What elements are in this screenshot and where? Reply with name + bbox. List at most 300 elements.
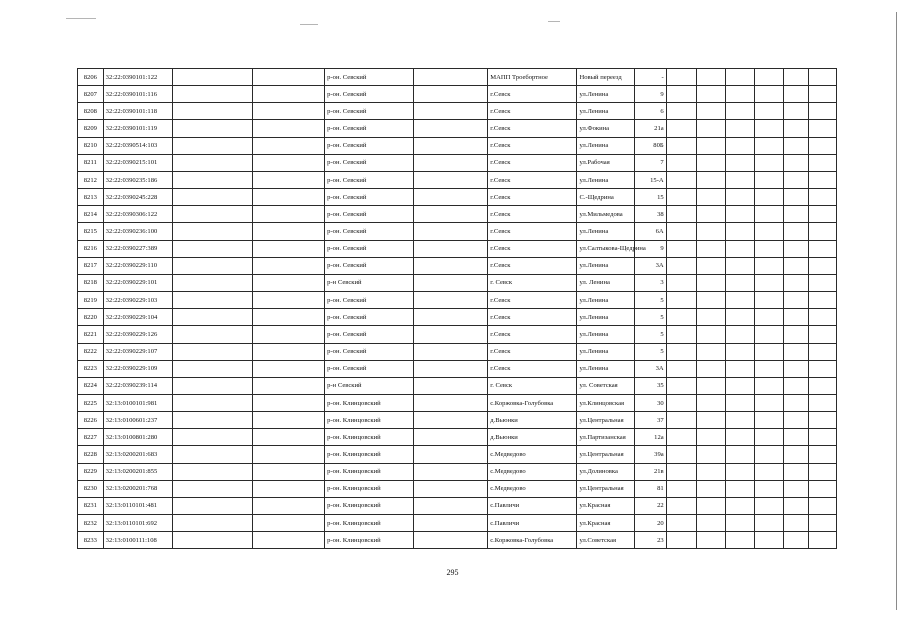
house-number-cell: - <box>634 69 666 86</box>
cadastral-number-cell: 32:13:0100111:108 <box>103 532 173 549</box>
blank-cell <box>414 206 488 223</box>
cadastral-number-cell: 32:13:0100101:981 <box>103 394 173 411</box>
district-cell: р-он. Севский <box>325 154 414 171</box>
blank-cell <box>754 189 783 206</box>
row-number-cell: 8232 <box>78 515 104 532</box>
blank-cell <box>726 274 755 291</box>
house-number-cell: 37 <box>634 412 666 429</box>
blank-cell <box>754 240 783 257</box>
blank-cell <box>726 292 755 309</box>
blank-cell <box>253 515 325 532</box>
table-row <box>78 69 837 86</box>
blank-cell <box>697 189 726 206</box>
street-cell: Новый переезд <box>577 69 634 86</box>
house-number-cell: 6 <box>634 103 666 120</box>
blank-cell <box>666 497 697 514</box>
district-cell: р-он. Клинцовский <box>325 394 414 411</box>
blank-cell <box>726 240 755 257</box>
blank-cell <box>414 103 488 120</box>
row-number-cell: 8218 <box>78 274 104 291</box>
blank-cell <box>253 429 325 446</box>
blank-cell <box>173 86 253 103</box>
street-cell: ул.Центральная <box>577 412 634 429</box>
row-number-cell: 8211 <box>78 154 104 171</box>
blank-cell <box>414 394 488 411</box>
blank-cell <box>173 480 253 497</box>
blank-cell <box>809 360 837 377</box>
blank-cell <box>809 326 837 343</box>
row-number-cell: 8206 <box>78 69 104 86</box>
house-number-cell: 20 <box>634 515 666 532</box>
blank-cell <box>783 69 809 86</box>
blank-cell <box>697 377 726 394</box>
blank-cell <box>697 120 726 137</box>
blank-cell <box>726 497 755 514</box>
blank-cell <box>414 86 488 103</box>
blank-cell <box>253 480 325 497</box>
blank-cell <box>697 394 726 411</box>
blank-cell <box>783 206 809 223</box>
blank-cell <box>809 274 837 291</box>
blank-cell <box>783 86 809 103</box>
district-cell: р-он. Клинцовский <box>325 463 414 480</box>
street-cell: ул.Ленина <box>577 86 634 103</box>
table-row <box>78 515 837 532</box>
blank-cell <box>414 171 488 188</box>
blank-cell <box>754 412 783 429</box>
street-cell: ул.Центральная <box>577 446 634 463</box>
cadastral-number-cell: 32:22:0390101:116 <box>103 86 173 103</box>
blank-cell <box>666 377 697 394</box>
table-row <box>78 257 837 274</box>
street-cell: ул.Фокина <box>577 120 634 137</box>
blank-cell <box>809 446 837 463</box>
street-cell: ул.Ленина <box>577 137 634 154</box>
blank-cell <box>754 532 783 549</box>
house-number-cell: 23 <box>634 532 666 549</box>
locality-cell: г.Севск <box>488 240 577 257</box>
blank-cell <box>253 154 325 171</box>
table-row <box>78 343 837 360</box>
district-cell: р-он. Севский <box>325 223 414 240</box>
blank-cell <box>754 394 783 411</box>
blank-cell <box>697 515 726 532</box>
blank-cell <box>173 377 253 394</box>
blank-cell <box>173 223 253 240</box>
blank-cell <box>253 274 325 291</box>
blank-cell <box>783 412 809 429</box>
table-row <box>78 171 837 188</box>
blank-cell <box>414 292 488 309</box>
blank-cell <box>697 274 726 291</box>
blank-cell <box>173 274 253 291</box>
district-cell: р-он. Севский <box>325 309 414 326</box>
blank-cell <box>666 69 697 86</box>
blank-cell <box>666 394 697 411</box>
locality-cell: г.Севск <box>488 309 577 326</box>
row-number-cell: 8230 <box>78 480 104 497</box>
blank-cell <box>783 274 809 291</box>
cadastral-number-cell: 32:22:0390229:109 <box>103 360 173 377</box>
district-cell: р-он. Клинцовский <box>325 497 414 514</box>
blank-cell <box>414 274 488 291</box>
row-number-cell: 8217 <box>78 257 104 274</box>
blank-cell <box>783 171 809 188</box>
blank-cell <box>414 69 488 86</box>
blank-cell <box>414 463 488 480</box>
district-cell: р-он. Севский <box>325 69 414 86</box>
blank-cell <box>414 309 488 326</box>
cadastral-number-cell: 32:22:0390229:103 <box>103 292 173 309</box>
page-edge-line <box>896 12 897 610</box>
blank-cell <box>666 240 697 257</box>
street-cell: ул.Ленина <box>577 171 634 188</box>
blank-cell <box>414 412 488 429</box>
blank-cell <box>253 171 325 188</box>
row-number-cell: 8209 <box>78 120 104 137</box>
blank-cell <box>754 463 783 480</box>
locality-cell: г.Севск <box>488 189 577 206</box>
district-cell: р-он. Клинцовский <box>325 480 414 497</box>
street-cell: ул.Рабочая <box>577 154 634 171</box>
blank-cell <box>809 412 837 429</box>
blank-cell <box>173 189 253 206</box>
district-cell: р-он. Севский <box>325 103 414 120</box>
locality-cell: с.Павличи <box>488 497 577 514</box>
district-cell: р-он. Севский <box>325 189 414 206</box>
blank-cell <box>697 292 726 309</box>
blank-cell <box>666 532 697 549</box>
house-number-cell: 38 <box>634 206 666 223</box>
table-row <box>78 103 837 120</box>
blank-cell <box>809 120 837 137</box>
row-number-cell: 8210 <box>78 137 104 154</box>
row-number-cell: 8225 <box>78 394 104 411</box>
blank-cell <box>173 103 253 120</box>
house-number-cell: 30 <box>634 394 666 411</box>
blank-cell <box>253 394 325 411</box>
blank-cell <box>809 86 837 103</box>
blank-cell <box>809 189 837 206</box>
cadastral-number-cell: 32:22:0390306:122 <box>103 206 173 223</box>
row-number-cell: 8220 <box>78 309 104 326</box>
house-number-cell: 21в <box>634 463 666 480</box>
blank-cell <box>754 480 783 497</box>
house-number-cell: 12а <box>634 429 666 446</box>
row-number-cell: 8227 <box>78 429 104 446</box>
scan-artifact-mark <box>548 21 560 22</box>
street-cell: ул.Мильмедова <box>577 206 634 223</box>
blank-cell <box>173 206 253 223</box>
district-cell: р-он. Севский <box>325 257 414 274</box>
table-row <box>78 446 837 463</box>
blank-cell <box>697 86 726 103</box>
blank-cell <box>783 497 809 514</box>
locality-cell: с.Медведово <box>488 463 577 480</box>
blank-cell <box>414 223 488 240</box>
blank-cell <box>666 154 697 171</box>
blank-cell <box>809 240 837 257</box>
blank-cell <box>809 137 837 154</box>
blank-cell <box>726 412 755 429</box>
blank-cell <box>697 223 726 240</box>
cadastral-number-cell: 32:22:0390101:118 <box>103 103 173 120</box>
blank-cell <box>666 292 697 309</box>
blank-cell <box>726 189 755 206</box>
row-number-cell: 8228 <box>78 446 104 463</box>
blank-cell <box>754 292 783 309</box>
district-cell: р-он. Севский <box>325 120 414 137</box>
blank-cell <box>809 463 837 480</box>
blank-cell <box>253 446 325 463</box>
table-row <box>78 206 837 223</box>
blank-cell <box>253 86 325 103</box>
blank-cell <box>697 412 726 429</box>
street-cell: ул. Ленина <box>577 274 634 291</box>
blank-cell <box>783 103 809 120</box>
blank-cell <box>783 377 809 394</box>
blank-cell <box>253 189 325 206</box>
blank-cell <box>783 429 809 446</box>
blank-cell <box>726 394 755 411</box>
locality-cell: г.Севск <box>488 86 577 103</box>
blank-cell <box>783 240 809 257</box>
locality-cell: д.Вьюнки <box>488 412 577 429</box>
blank-cell <box>726 463 755 480</box>
street-cell: ул.Советская <box>577 532 634 549</box>
blank-cell <box>173 515 253 532</box>
row-number-cell: 8221 <box>78 326 104 343</box>
blank-cell <box>666 223 697 240</box>
blank-cell <box>666 343 697 360</box>
district-cell: р-он. Севский <box>325 292 414 309</box>
blank-cell <box>253 69 325 86</box>
district-cell: р-он. Севский <box>325 171 414 188</box>
blank-cell <box>666 309 697 326</box>
street-cell: ул.Ленина <box>577 360 634 377</box>
blank-cell <box>414 326 488 343</box>
blank-cell <box>253 412 325 429</box>
street-cell: ул.Красная <box>577 497 634 514</box>
street-cell: С.-Щедрина <box>577 189 634 206</box>
table-row <box>78 429 837 446</box>
blank-cell <box>809 309 837 326</box>
district-cell: р-н Севский <box>325 274 414 291</box>
blank-cell <box>809 532 837 549</box>
table-row <box>78 463 837 480</box>
blank-cell <box>253 120 325 137</box>
locality-cell: с.Коржовка-Голубовка <box>488 532 577 549</box>
blank-cell <box>414 137 488 154</box>
blank-cell <box>173 326 253 343</box>
blank-cell <box>173 412 253 429</box>
blank-cell <box>253 326 325 343</box>
cadastral-number-cell: 32:22:0390101:122 <box>103 69 173 86</box>
district-cell: р-он. Севский <box>325 240 414 257</box>
house-number-cell: 3 <box>634 274 666 291</box>
table-row <box>78 240 837 257</box>
blank-cell <box>173 120 253 137</box>
locality-cell: МАПП Троебортное <box>488 69 577 86</box>
street-cell: ул.Партизанская <box>577 429 634 446</box>
table-row <box>78 497 837 514</box>
blank-cell <box>414 360 488 377</box>
row-number-cell: 8223 <box>78 360 104 377</box>
blank-cell <box>754 274 783 291</box>
blank-cell <box>783 309 809 326</box>
blank-cell <box>783 343 809 360</box>
blank-cell <box>697 463 726 480</box>
blank-cell <box>414 515 488 532</box>
cadastral-number-cell: 32:22:0390229:107 <box>103 343 173 360</box>
district-cell: р-он. Севский <box>325 360 414 377</box>
blank-cell <box>666 257 697 274</box>
blank-cell <box>754 497 783 514</box>
blank-cell <box>726 206 755 223</box>
blank-cell <box>414 189 488 206</box>
row-number-cell: 8231 <box>78 497 104 514</box>
row-number-cell: 8233 <box>78 532 104 549</box>
blank-cell <box>697 309 726 326</box>
blank-cell <box>809 292 837 309</box>
blank-cell <box>754 223 783 240</box>
cadastral-number-cell: 32:13:0100601:237 <box>103 412 173 429</box>
blank-cell <box>783 292 809 309</box>
blank-cell <box>754 360 783 377</box>
blank-cell <box>754 326 783 343</box>
house-number-cell: 22 <box>634 497 666 514</box>
district-cell: р-н Севский <box>325 377 414 394</box>
district-cell: р-он. Клинцовский <box>325 429 414 446</box>
row-number-cell: 8222 <box>78 343 104 360</box>
blank-cell <box>173 137 253 154</box>
locality-cell: с.Коржовка-Голубовка <box>488 394 577 411</box>
blank-cell <box>754 446 783 463</box>
blank-cell <box>783 532 809 549</box>
cadastral-number-cell: 32:22:0390239:114 <box>103 377 173 394</box>
blank-cell <box>754 137 783 154</box>
cadastral-number-cell: 32:22:0390229:101 <box>103 274 173 291</box>
blank-cell <box>666 360 697 377</box>
locality-cell: г. Севск <box>488 274 577 291</box>
blank-cell <box>414 429 488 446</box>
row-number-cell: 8214 <box>78 206 104 223</box>
blank-cell <box>666 206 697 223</box>
blank-cell <box>697 137 726 154</box>
blank-cell <box>253 532 325 549</box>
locality-cell: г.Севск <box>488 223 577 240</box>
table-row <box>78 532 837 549</box>
blank-cell <box>809 377 837 394</box>
blank-cell <box>666 274 697 291</box>
blank-cell <box>726 480 755 497</box>
blank-cell <box>697 446 726 463</box>
table-row <box>78 120 837 137</box>
cadastral-number-cell: 32:22:0390227:389 <box>103 240 173 257</box>
locality-cell: г.Севск <box>488 137 577 154</box>
blank-cell <box>754 120 783 137</box>
table-row <box>78 86 837 103</box>
row-number-cell: 8229 <box>78 463 104 480</box>
blank-cell <box>666 171 697 188</box>
register-table-body <box>78 69 837 549</box>
table-row <box>78 137 837 154</box>
row-number-cell: 8208 <box>78 103 104 120</box>
blank-cell <box>809 394 837 411</box>
cadastral-number-cell: 32:22:0390229:110 <box>103 257 173 274</box>
table-row <box>78 326 837 343</box>
house-number-cell: 15 <box>634 189 666 206</box>
blank-cell <box>666 326 697 343</box>
blank-cell <box>697 154 726 171</box>
scan-artifact-mark <box>66 18 96 19</box>
blank-cell <box>173 171 253 188</box>
locality-cell: с.Павличи <box>488 515 577 532</box>
blank-cell <box>173 154 253 171</box>
blank-cell <box>253 257 325 274</box>
locality-cell: с.Медведово <box>488 480 577 497</box>
street-cell: ул.Салтыкова-Щедрина <box>577 240 634 257</box>
blank-cell <box>783 394 809 411</box>
district-cell: р-он. Клинцовский <box>325 446 414 463</box>
blank-cell <box>783 223 809 240</box>
district-cell: р-он. Клинцовский <box>325 515 414 532</box>
locality-cell: г.Севск <box>488 206 577 223</box>
row-number-cell: 8212 <box>78 171 104 188</box>
blank-cell <box>726 377 755 394</box>
blank-cell <box>754 515 783 532</box>
cadastral-number-cell: 32:22:0390229:104 <box>103 309 173 326</box>
blank-cell <box>726 137 755 154</box>
blank-cell <box>783 326 809 343</box>
blank-cell <box>783 257 809 274</box>
blank-cell <box>173 497 253 514</box>
blank-cell <box>783 463 809 480</box>
blank-cell <box>754 206 783 223</box>
house-number-cell: 21а <box>634 120 666 137</box>
blank-cell <box>414 446 488 463</box>
blank-cell <box>726 86 755 103</box>
blank-cell <box>697 360 726 377</box>
blank-cell <box>173 292 253 309</box>
street-cell: ул.Клинцовская <box>577 394 634 411</box>
blank-cell <box>726 257 755 274</box>
blank-cell <box>666 429 697 446</box>
table-row <box>78 394 837 411</box>
house-number-cell: 15-А <box>634 171 666 188</box>
locality-cell: г.Севск <box>488 343 577 360</box>
cadastral-number-cell: 32:22:0390236:100 <box>103 223 173 240</box>
locality-cell: г.Севск <box>488 120 577 137</box>
blank-cell <box>726 360 755 377</box>
blank-cell <box>173 257 253 274</box>
house-number-cell: 6А <box>634 223 666 240</box>
house-number-cell: 5 <box>634 326 666 343</box>
cadastral-number-cell: 32:13:0200201:683 <box>103 446 173 463</box>
street-cell: ул.Центральная <box>577 480 634 497</box>
blank-cell <box>414 497 488 514</box>
blank-cell <box>697 206 726 223</box>
blank-cell <box>253 206 325 223</box>
street-cell: ул.Ленина <box>577 309 634 326</box>
blank-cell <box>754 257 783 274</box>
street-cell: ул.Ленина <box>577 103 634 120</box>
blank-cell <box>754 154 783 171</box>
blank-cell <box>253 223 325 240</box>
house-number-cell: 3А <box>634 360 666 377</box>
house-number-cell: 5 <box>634 343 666 360</box>
blank-cell <box>783 480 809 497</box>
